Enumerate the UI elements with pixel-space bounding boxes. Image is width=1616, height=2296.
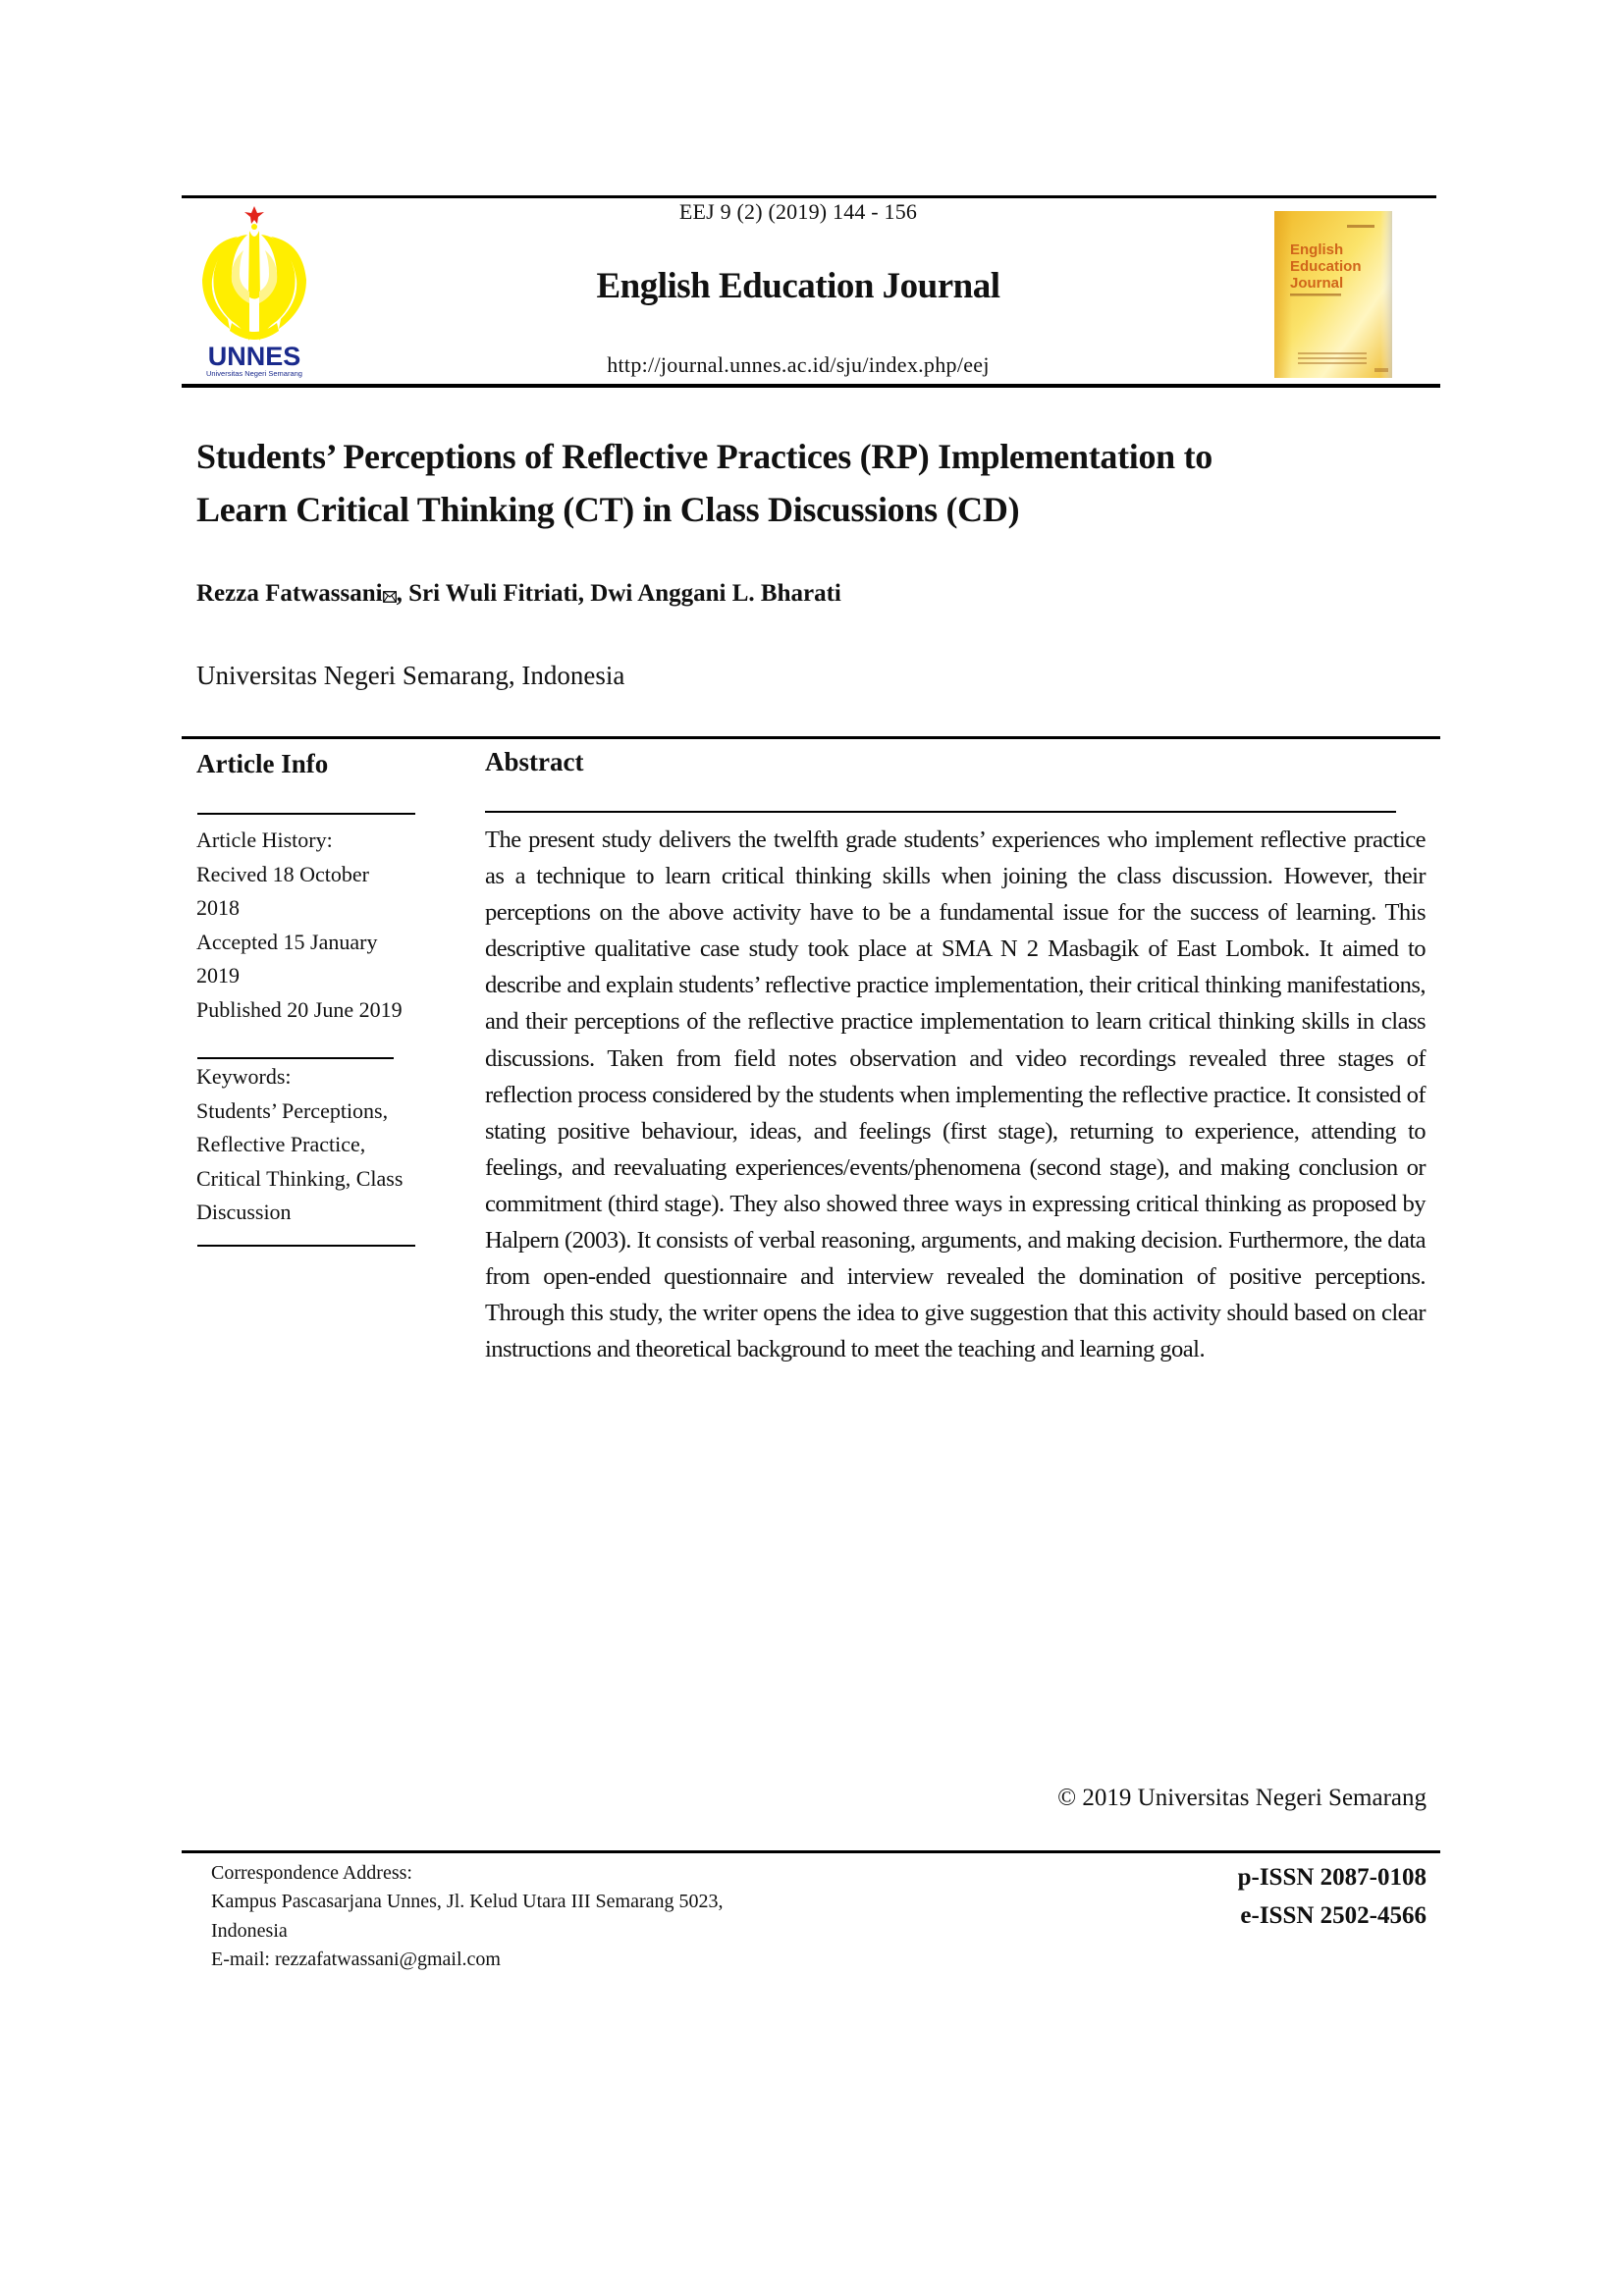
history-line: Accepted 15 January [196,929,378,954]
copyright-notice: © 2019 Universitas Negeri Semarang [1057,1785,1427,1811]
cover-title-2: Education [1290,258,1362,275]
journal-name: English Education Journal [596,266,1000,306]
history-line: 2019 [196,963,240,988]
abstract-text: The present study delivers the twelfth grade students’ experiences who implement reflective practice as a technique to learn critical thinking skills when joining the class discussion. However, their perceptions on the above activity have to be a fundamental issue for the success of learning. This descriptive qualitative case study took place at SMA N 2 Masbagik of East Lombok. It aimed to describe and explain students’ reflective practice implementation, their critical thinking manifestations, and their perceptions of the reflective practice implementation to learn critical thinking skills in class discussions. Taken from field notes observation and video recordings revealed three stages of reflection process considered by the students when implementing the reflective practice. It consisted of stating positive behaviour, ideas, and feelings (first stage), returning to experience, attending to feelings, and reevaluating experiences/events/phenomena (second stage), and making conclusion or commitment (third stage). They also showed three ways in expressing critical thinking as proposed by Halpern (2003). It consists of verbal reasoning, arguments, and making decision. Furthermore, the data from open-ended questionnaire and interview revealed the domination of positive perceptions. Through this study, the writer opens the idea to give suggestion that this activity should based on clear instructions and theoretical background to meet the teaching and learning goal. [485,827,1426,1363]
journal-cover-icon [1272,211,1398,378]
citation-line: EEJ 9 (2) (2019) 144 - 156 [678,199,918,224]
article-title [196,430,1433,536]
email-line[interactable]: E-mail: rezzafatwassani@gmail.com [211,1948,501,1970]
logo-subtitle: Universitas Negeri Semarang [206,369,302,378]
title-line: Learn Critical Thinking (CT) in Class Discussions (CD) [196,490,1020,529]
article-info-heading: Article Info [196,749,329,778]
journal-cover-thumbnail [1272,211,1398,378]
keyword-line: Critical Thinking, Class [196,1165,404,1191]
article-info-underline [197,813,415,815]
author-separator: , [577,580,591,607]
author-name: Rezza Fatwassani [196,580,383,607]
history-divider [197,1057,394,1059]
title-line: Students’ Perceptions of Reflective Practices (RP) Implementation to [196,437,1212,476]
envelope-icon[interactable] [383,582,397,594]
author-list [196,580,841,608]
history-line: Published 20 June 2019 [196,996,403,1022]
journal-url[interactable]: http://journal.unnes.ac.id/sju/index.php/eej [607,352,990,377]
keyword-line: Discussion [196,1200,292,1224]
author-name: Dwi Anggani L. Bharati [590,580,841,607]
p-issn: p-ISSN 2087-0108 [1237,1864,1427,1891]
cover-title-1: English [1290,241,1344,258]
address-line: Indonesia [211,1919,288,1942]
address-line: Kampus Pascasarjana Unnes, Jl. Kelud Utara III Semarang 5023, [211,1891,724,1913]
header-bottom-rule [182,384,1440,388]
keyword-line: Reflective Practice, [196,1132,366,1156]
abstract-heading: Abstract [485,747,584,776]
author-name: Sri Wuli Fitriati [408,580,578,607]
section-rule [182,736,1440,739]
history-label: Article History: [196,828,333,852]
keywords-label: Keywords: [196,1064,292,1089]
footer-rule [182,1850,1440,1853]
affiliation: Universitas Negeri Semarang, Indonesia [196,661,625,690]
keyword-line: Students’ Perceptions, [196,1097,389,1123]
article-history [196,824,432,1027]
keywords-divider [197,1245,415,1247]
history-line: 2018 [196,895,240,920]
e-issn: e-ISSN 2502-4566 [1240,1902,1427,1929]
abstract-underline [485,811,1396,813]
correspondence-address [211,1859,898,1974]
logo-wordmark: UNNES [207,342,301,371]
header-top-rule [182,195,1436,198]
cover-title-3: Journal [1290,275,1344,292]
history-line: Recived 18 October [196,861,369,886]
correspondence-label: Correspondence Address: [211,1862,412,1884]
keywords [196,1060,432,1230]
author-separator: , [396,580,409,607]
issn-block [1238,1858,1427,1935]
